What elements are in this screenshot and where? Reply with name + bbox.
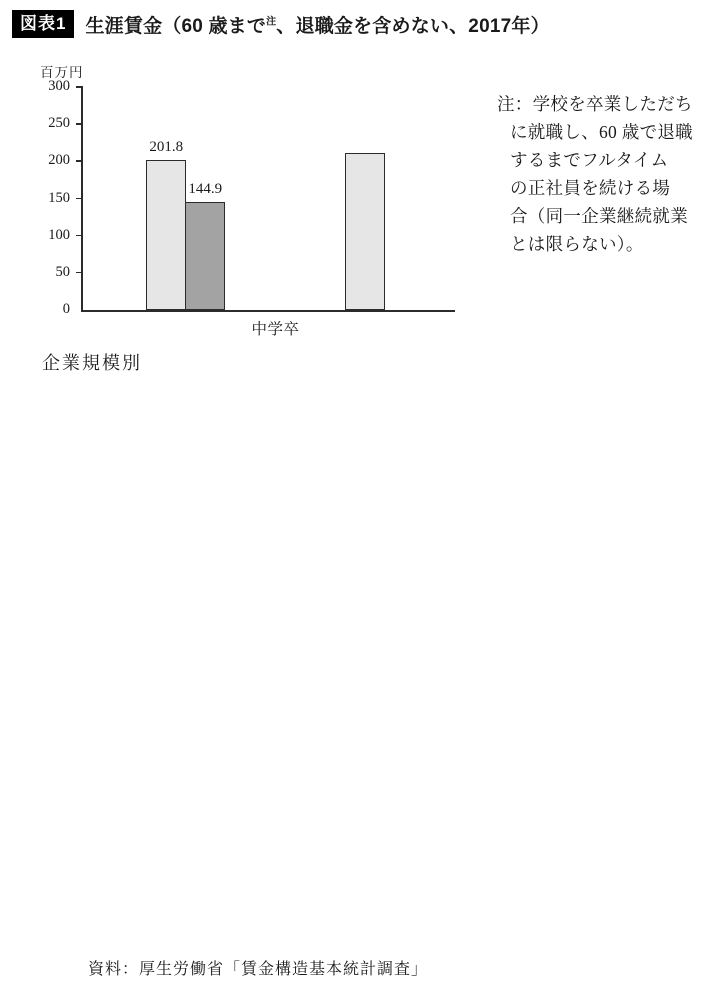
- y-axis-unit-label: 百万円: [40, 65, 84, 80]
- bar: [185, 202, 225, 310]
- bar: [345, 153, 385, 310]
- y-tick-label: 300: [48, 78, 70, 94]
- y-tick-label: 250: [48, 115, 70, 132]
- chart-lifetime-by-education: [0, 58, 482, 373]
- bar-value-label: [188, 181, 222, 198]
- bar-slot: [146, 87, 186, 310]
- bar-value-label: [149, 139, 183, 156]
- bar-group: [96, 87, 276, 310]
- bar-slot: [185, 87, 225, 310]
- y-tick-label: 200: [48, 152, 70, 169]
- figure-number-badge: 図表1: [12, 10, 74, 38]
- footnote-line: とは限らない）。: [510, 234, 644, 254]
- x-axis-labels: [82, 317, 455, 339]
- section-heading: 企業規模別: [42, 353, 142, 373]
- y-tick-label: 50: [55, 263, 70, 280]
- figure-header: [12, 10, 550, 38]
- bar-group: [276, 87, 456, 310]
- bar-value-text: 144.9: [188, 181, 223, 197]
- footnote-line: の正社員を続ける場: [510, 178, 671, 198]
- bar-value-text: 201.8: [149, 139, 184, 155]
- chart-female-by-company-size: [0, 673, 482, 963]
- source-note: 資料：厚生労働省「賃金構造基本統計調査」: [88, 961, 429, 978]
- footnote-line: 合（同一企業継続就業: [510, 206, 688, 226]
- x-category-label: 中学卒: [251, 321, 300, 338]
- bar-slot: [345, 87, 385, 310]
- footnote: [497, 90, 710, 258]
- bar-groups: [82, 87, 455, 310]
- figure-title-text-suffix: 、退職金を含めない、2017年）: [276, 15, 550, 37]
- y-tick-label: 100: [48, 226, 70, 243]
- y-tick-label: 0: [62, 301, 70, 317]
- footnote-line: 注：学校を卒業しただち: [497, 94, 693, 114]
- chart-male-by-company-size: [0, 383, 482, 673]
- footnote-line: に就職し、60 歳で退職: [510, 122, 693, 142]
- footnote-line: するまでフルタイム: [510, 150, 669, 170]
- footnote-marker: 注: [266, 16, 277, 28]
- bar: [146, 160, 186, 310]
- x-axis-line: [81, 310, 455, 312]
- figure-title: [85, 11, 549, 38]
- y-tick-label: 150: [48, 189, 70, 206]
- figure-title-text: 生涯賃金（60 歳まで: [85, 15, 267, 37]
